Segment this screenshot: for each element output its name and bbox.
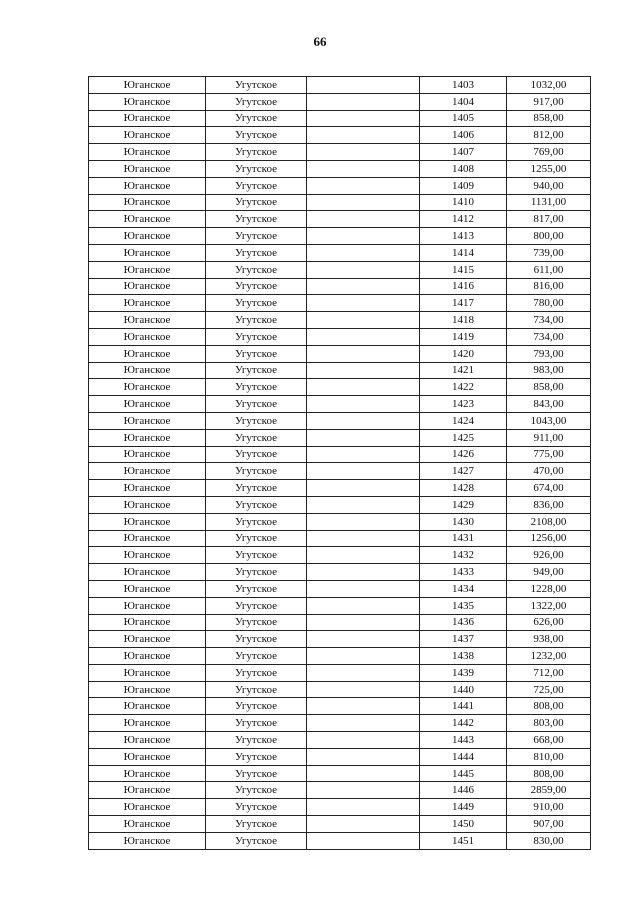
blank-cell <box>307 110 420 127</box>
number-cell: 1432 <box>420 547 507 564</box>
table-row <box>89 463 591 480</box>
table-row <box>89 110 591 127</box>
region-cell: Юганское <box>89 681 206 698</box>
region-cell: Юганское <box>89 564 206 581</box>
value-cell: 1032,00 <box>507 77 591 94</box>
region-cell: Юганское <box>89 93 206 110</box>
region-cell: Юганское <box>89 379 206 396</box>
field-cell: Угутское <box>206 480 307 497</box>
field-cell: Угутское <box>206 530 307 547</box>
table-row <box>89 782 591 799</box>
table-row <box>89 429 591 446</box>
region-cell: Юганское <box>89 362 206 379</box>
table-row <box>89 177 591 194</box>
field-cell: Угутское <box>206 345 307 362</box>
blank-cell <box>307 295 420 312</box>
number-cell: 1404 <box>420 93 507 110</box>
field-cell: Угутское <box>206 547 307 564</box>
field-cell: Угутское <box>206 446 307 463</box>
value-cell: 1255,00 <box>507 160 591 177</box>
number-cell: 1408 <box>420 160 507 177</box>
blank-cell <box>307 144 420 161</box>
table-row <box>89 278 591 295</box>
value-cell: 734,00 <box>507 328 591 345</box>
field-cell: Угутское <box>206 564 307 581</box>
table-row <box>89 194 591 211</box>
blank-cell <box>307 748 420 765</box>
number-cell: 1406 <box>420 127 507 144</box>
value-cell: 910,00 <box>507 799 591 816</box>
value-cell: 611,00 <box>507 261 591 278</box>
number-cell: 1446 <box>420 782 507 799</box>
region-cell: Юганское <box>89 295 206 312</box>
value-cell: 926,00 <box>507 547 591 564</box>
number-cell: 1438 <box>420 648 507 665</box>
number-cell: 1430 <box>420 513 507 530</box>
value-cell: 775,00 <box>507 446 591 463</box>
value-cell: 1131,00 <box>507 194 591 211</box>
value-cell: 938,00 <box>507 631 591 648</box>
blank-cell <box>307 127 420 144</box>
region-cell: Юганское <box>89 530 206 547</box>
number-cell: 1439 <box>420 664 507 681</box>
field-cell: Угутское <box>206 732 307 749</box>
field-cell: Угутское <box>206 312 307 329</box>
value-cell: 911,00 <box>507 429 591 446</box>
number-cell: 1435 <box>420 597 507 614</box>
table-row <box>89 261 591 278</box>
table-row <box>89 345 591 362</box>
value-cell: 858,00 <box>507 110 591 127</box>
number-cell: 1443 <box>420 732 507 749</box>
number-cell: 1407 <box>420 144 507 161</box>
field-cell: Угутское <box>206 295 307 312</box>
region-cell: Юганское <box>89 396 206 413</box>
table-row <box>89 412 591 429</box>
value-cell: 803,00 <box>507 715 591 732</box>
blank-cell <box>307 597 420 614</box>
registry-table <box>88 76 591 850</box>
region-cell: Юганское <box>89 278 206 295</box>
number-cell: 1437 <box>420 631 507 648</box>
field-cell: Угутское <box>206 463 307 480</box>
region-cell: Юганское <box>89 631 206 648</box>
table-row <box>89 597 591 614</box>
value-cell: 800,00 <box>507 228 591 245</box>
field-cell: Угутское <box>206 261 307 278</box>
value-cell: 907,00 <box>507 816 591 833</box>
number-cell: 1409 <box>420 177 507 194</box>
value-cell: 734,00 <box>507 312 591 329</box>
region-cell: Юганское <box>89 144 206 161</box>
field-cell: Угутское <box>206 782 307 799</box>
region-cell: Юганское <box>89 429 206 446</box>
blank-cell <box>307 177 420 194</box>
blank-cell <box>307 513 420 530</box>
table-row <box>89 396 591 413</box>
value-cell: 769,00 <box>507 144 591 161</box>
value-cell: 1043,00 <box>507 412 591 429</box>
value-cell: 1232,00 <box>507 648 591 665</box>
value-cell: 2108,00 <box>507 513 591 530</box>
number-cell: 1421 <box>420 362 507 379</box>
number-cell: 1429 <box>420 496 507 513</box>
blank-cell <box>307 328 420 345</box>
blank-cell <box>307 799 420 816</box>
number-cell: 1440 <box>420 681 507 698</box>
blank-cell <box>307 816 420 833</box>
value-cell: 780,00 <box>507 295 591 312</box>
field-cell: Угутское <box>206 496 307 513</box>
region-cell: Юганское <box>89 832 206 849</box>
region-cell: Юганское <box>89 715 206 732</box>
number-cell: 1444 <box>420 748 507 765</box>
field-cell: Угутское <box>206 177 307 194</box>
value-cell: 836,00 <box>507 496 591 513</box>
table-row <box>89 698 591 715</box>
blank-cell <box>307 530 420 547</box>
field-cell: Угутское <box>206 278 307 295</box>
blank-cell <box>307 77 420 94</box>
table-row <box>89 580 591 597</box>
region-cell: Юганское <box>89 664 206 681</box>
number-cell: 1424 <box>420 412 507 429</box>
table-row <box>89 648 591 665</box>
value-cell: 2859,00 <box>507 782 591 799</box>
number-cell: 1445 <box>420 765 507 782</box>
value-cell: 940,00 <box>507 177 591 194</box>
blank-cell <box>307 832 420 849</box>
value-cell: 712,00 <box>507 664 591 681</box>
value-cell: 843,00 <box>507 396 591 413</box>
field-cell: Угутское <box>206 681 307 698</box>
field-cell: Угутское <box>206 429 307 446</box>
field-cell: Угутское <box>206 160 307 177</box>
region-cell: Юганское <box>89 748 206 765</box>
table-row <box>89 496 591 513</box>
blank-cell <box>307 345 420 362</box>
value-cell: 668,00 <box>507 732 591 749</box>
number-cell: 1434 <box>420 580 507 597</box>
value-cell: 816,00 <box>507 278 591 295</box>
field-cell: Угутское <box>206 765 307 782</box>
table-row <box>89 446 591 463</box>
blank-cell <box>307 211 420 228</box>
number-cell: 1403 <box>420 77 507 94</box>
blank-cell <box>307 715 420 732</box>
number-cell: 1413 <box>420 228 507 245</box>
field-cell: Угутское <box>206 93 307 110</box>
number-cell: 1451 <box>420 832 507 849</box>
field-cell: Угутское <box>206 362 307 379</box>
number-cell: 1428 <box>420 480 507 497</box>
value-cell: 917,00 <box>507 93 591 110</box>
value-cell: 949,00 <box>507 564 591 581</box>
region-cell: Юганское <box>89 194 206 211</box>
number-cell: 1410 <box>420 194 507 211</box>
value-cell: 830,00 <box>507 832 591 849</box>
table-row <box>89 295 591 312</box>
number-cell: 1419 <box>420 328 507 345</box>
number-cell: 1427 <box>420 463 507 480</box>
region-cell: Юганское <box>89 547 206 564</box>
table-row <box>89 144 591 161</box>
table-row <box>89 715 591 732</box>
table-row <box>89 748 591 765</box>
region-cell: Юганское <box>89 597 206 614</box>
number-cell: 1414 <box>420 244 507 261</box>
region-cell: Юганское <box>89 328 206 345</box>
region-cell: Юганское <box>89 816 206 833</box>
field-cell: Угутское <box>206 396 307 413</box>
table-row <box>89 480 591 497</box>
blank-cell <box>307 765 420 782</box>
region-cell: Юганское <box>89 799 206 816</box>
field-cell: Угутское <box>206 379 307 396</box>
region-cell: Юганское <box>89 261 206 278</box>
blank-cell <box>307 412 420 429</box>
blank-cell <box>307 261 420 278</box>
table-row <box>89 328 591 345</box>
blank-cell <box>307 698 420 715</box>
field-cell: Угутское <box>206 513 307 530</box>
value-cell: 812,00 <box>507 127 591 144</box>
field-cell: Угутское <box>206 816 307 833</box>
table-row <box>89 160 591 177</box>
number-cell: 1426 <box>420 446 507 463</box>
number-cell: 1405 <box>420 110 507 127</box>
field-cell: Угутское <box>206 110 307 127</box>
table-row <box>89 564 591 581</box>
blank-cell <box>307 228 420 245</box>
blank-cell <box>307 463 420 480</box>
field-cell: Угутское <box>206 77 307 94</box>
table-row <box>89 93 591 110</box>
value-cell: 808,00 <box>507 698 591 715</box>
field-cell: Угутское <box>206 244 307 261</box>
region-cell: Юганское <box>89 228 206 245</box>
value-cell: 470,00 <box>507 463 591 480</box>
number-cell: 1416 <box>420 278 507 295</box>
value-cell: 808,00 <box>507 765 591 782</box>
region-cell: Юганское <box>89 513 206 530</box>
blank-cell <box>307 631 420 648</box>
region-cell: Юганское <box>89 312 206 329</box>
value-cell: 1322,00 <box>507 597 591 614</box>
table-row <box>89 799 591 816</box>
region-cell: Юганское <box>89 580 206 597</box>
blank-cell <box>307 446 420 463</box>
blank-cell <box>307 547 420 564</box>
value-cell: 739,00 <box>507 244 591 261</box>
field-cell: Угутское <box>206 211 307 228</box>
blank-cell <box>307 194 420 211</box>
blank-cell <box>307 396 420 413</box>
field-cell: Угутское <box>206 127 307 144</box>
region-cell: Юганское <box>89 345 206 362</box>
blank-cell <box>307 244 420 261</box>
table-row <box>89 664 591 681</box>
value-cell: 626,00 <box>507 614 591 631</box>
region-cell: Юганское <box>89 244 206 261</box>
value-cell: 674,00 <box>507 480 591 497</box>
field-cell: Угутское <box>206 328 307 345</box>
region-cell: Юганское <box>89 77 206 94</box>
value-cell: 810,00 <box>507 748 591 765</box>
blank-cell <box>307 312 420 329</box>
blank-cell <box>307 664 420 681</box>
number-cell: 1422 <box>420 379 507 396</box>
blank-cell <box>307 580 420 597</box>
field-cell: Угутское <box>206 715 307 732</box>
number-cell: 1417 <box>420 295 507 312</box>
blank-cell <box>307 564 420 581</box>
field-cell: Угутское <box>206 832 307 849</box>
field-cell: Угутское <box>206 144 307 161</box>
region-cell: Юганское <box>89 177 206 194</box>
table-row <box>89 244 591 261</box>
value-cell: 858,00 <box>507 379 591 396</box>
table-row <box>89 765 591 782</box>
field-cell: Угутское <box>206 228 307 245</box>
region-cell: Юганское <box>89 446 206 463</box>
region-cell: Юганское <box>89 765 206 782</box>
blank-cell <box>307 480 420 497</box>
page-number: 66 <box>313 34 327 49</box>
table-row <box>89 614 591 631</box>
region-cell: Юганское <box>89 782 206 799</box>
table-row <box>89 530 591 547</box>
value-cell: 1256,00 <box>507 530 591 547</box>
field-cell: Угутское <box>206 799 307 816</box>
number-cell: 1420 <box>420 345 507 362</box>
region-cell: Юганское <box>89 480 206 497</box>
number-cell: 1425 <box>420 429 507 446</box>
region-cell: Юганское <box>89 160 206 177</box>
field-cell: Угутское <box>206 580 307 597</box>
table-row <box>89 816 591 833</box>
region-cell: Юганское <box>89 127 206 144</box>
field-cell: Угутское <box>206 664 307 681</box>
table-row <box>89 77 591 94</box>
region-cell: Юганское <box>89 110 206 127</box>
registry-table-body <box>89 77 591 850</box>
number-cell: 1450 <box>420 816 507 833</box>
blank-cell <box>307 93 420 110</box>
number-cell: 1436 <box>420 614 507 631</box>
number-cell: 1418 <box>420 312 507 329</box>
field-cell: Угутское <box>206 648 307 665</box>
table-row <box>89 379 591 396</box>
field-cell: Угутское <box>206 614 307 631</box>
table-row <box>89 211 591 228</box>
blank-cell <box>307 681 420 698</box>
blank-cell <box>307 379 420 396</box>
region-cell: Юганское <box>89 648 206 665</box>
number-cell: 1423 <box>420 396 507 413</box>
number-cell: 1433 <box>420 564 507 581</box>
table-row <box>89 631 591 648</box>
region-cell: Юганское <box>89 211 206 228</box>
table-row <box>89 513 591 530</box>
field-cell: Угутское <box>206 631 307 648</box>
region-cell: Юганское <box>89 463 206 480</box>
field-cell: Угутское <box>206 748 307 765</box>
value-cell: 983,00 <box>507 362 591 379</box>
field-cell: Угутское <box>206 194 307 211</box>
number-cell: 1431 <box>420 530 507 547</box>
number-cell: 1449 <box>420 799 507 816</box>
number-cell: 1441 <box>420 698 507 715</box>
field-cell: Угутское <box>206 412 307 429</box>
value-cell: 817,00 <box>507 211 591 228</box>
blank-cell <box>307 496 420 513</box>
value-cell: 793,00 <box>507 345 591 362</box>
region-cell: Юганское <box>89 614 206 631</box>
region-cell: Юганское <box>89 496 206 513</box>
table-row <box>89 681 591 698</box>
blank-cell <box>307 160 420 177</box>
table-row <box>89 547 591 564</box>
blank-cell <box>307 614 420 631</box>
number-cell: 1412 <box>420 211 507 228</box>
table-row <box>89 362 591 379</box>
field-cell: Угутское <box>206 698 307 715</box>
number-cell: 1415 <box>420 261 507 278</box>
table-row <box>89 832 591 849</box>
region-cell: Юганское <box>89 732 206 749</box>
table-row <box>89 312 591 329</box>
blank-cell <box>307 648 420 665</box>
blank-cell <box>307 278 420 295</box>
value-cell: 1228,00 <box>507 580 591 597</box>
blank-cell <box>307 782 420 799</box>
value-cell: 725,00 <box>507 681 591 698</box>
table-row <box>89 127 591 144</box>
table-row <box>89 732 591 749</box>
table-row <box>89 228 591 245</box>
blank-cell <box>307 732 420 749</box>
region-cell: Юганское <box>89 698 206 715</box>
field-cell: Угутское <box>206 597 307 614</box>
blank-cell <box>307 429 420 446</box>
blank-cell <box>307 362 420 379</box>
region-cell: Юганское <box>89 412 206 429</box>
number-cell: 1442 <box>420 715 507 732</box>
